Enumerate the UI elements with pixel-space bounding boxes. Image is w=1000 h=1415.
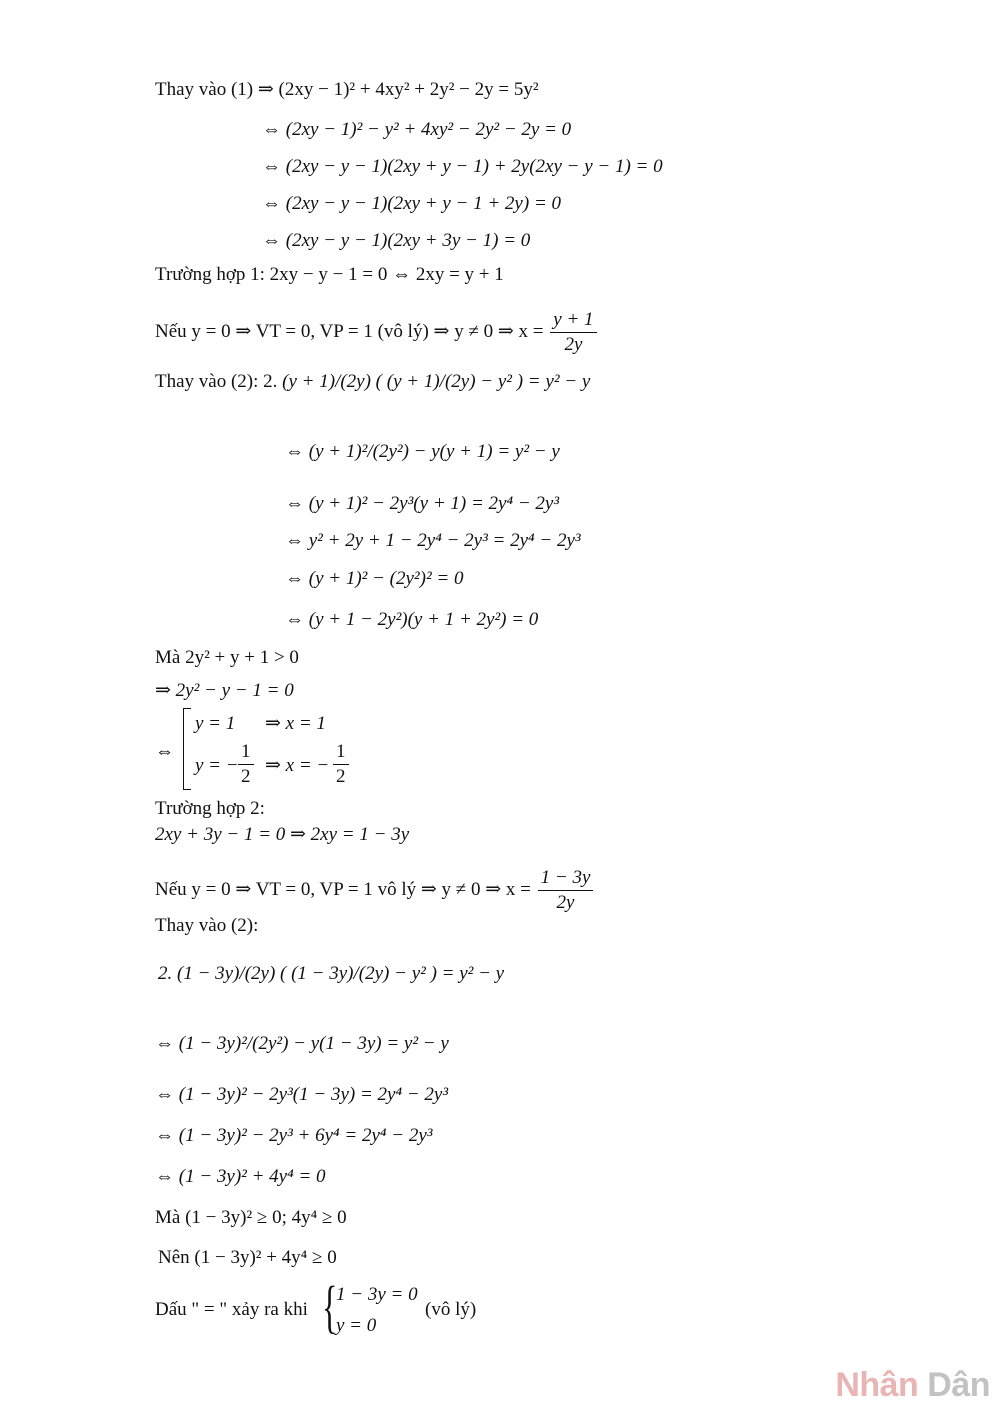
eq-line-3: ⇔ (2xy − y − 1)(2xy + y − 1) + 2y(2xy − y − 1) = 0 [262, 156, 663, 177]
case-1-condition-text: Nếu y = 0 ⇒ VT = 0, VP = 1 (vô lý) ⇒ y ≠ 0 ⇒ x = [155, 320, 544, 342]
eq-line-c1-4: ⇔ (y + 1)² − (2y²)² = 0 [285, 568, 464, 589]
eq-line-c1-1: ⇔ (y + 1)²/(2y²) − y(y + 1) = y² − y [285, 441, 560, 462]
substitute-label: Thay vào (2): 2. [155, 371, 278, 392]
nhan-dan-watermark [835, 1366, 990, 1405]
solution-y-2: y = − [195, 755, 239, 776]
quadratic-equation: ⇒ 2y² − y − 1 = 0 [155, 680, 294, 701]
fraction-x-case-1 [550, 310, 596, 355]
substitute-expression: (y + 1)/(2y) ( (y + 1)/(2y) − y² ) = y² − y [282, 371, 591, 392]
eq-line-c1-2: ⇔ (y + 1)² − 2y³(y + 1) = 2y⁴ − 2y³ [285, 493, 560, 514]
eq-line-c1-3: ⇔ y² + 2y + 1 − 2y⁴ − 2y³ = 2y⁴ − 2y³ [285, 530, 581, 551]
case-2-equation: 2xy + 3y − 1 = 0 ⇒ 2xy = 1 − 3y [155, 824, 410, 845]
solution-x-1: ⇒ x = 1 [265, 713, 326, 734]
eq-line-c2-2: ⇔ (1 − 3y)² − 2y³(1 − 3y) = 2y⁴ − 2y³ [155, 1084, 449, 1105]
watermark-part-1: Nhân [835, 1366, 919, 1404]
fraction-denominator: 2 [241, 765, 251, 787]
substitute-2-case-1 [155, 372, 590, 393]
fraction-numerator: 1 [333, 742, 349, 765]
fraction-x-case-2 [538, 868, 594, 913]
fraction-denominator: 2y [564, 333, 583, 355]
case-2-condition [155, 868, 595, 913]
substitute-2-case-2: Thay vào (2): [155, 915, 259, 936]
solution-x-2: ⇒ x = − [265, 755, 330, 776]
fraction-numerator: y + 1 [550, 310, 596, 333]
solution-y-1: y = 1 [195, 713, 236, 734]
case-1-condition [155, 310, 599, 355]
eq-line-2: ⇔ (2xy − 1)² − y² + 4xy² − 2y² − 2y = 0 [262, 119, 572, 140]
system-brace: { [322, 1274, 338, 1339]
contradiction-note: (vô lý) [425, 1299, 477, 1320]
sum-nonnegative: Nên (1 − 3y)² + 4y⁴ ≥ 0 [158, 1247, 337, 1268]
eq-line-c2-1: ⇔ (1 − 3y)²/(2y²) − y(1 − 3y) = y² − y [155, 1033, 449, 1054]
case-2-condition-text: Nếu y = 0 ⇒ VT = 0, VP = 1 vô lý ⇒ y ≠ 0 ⇒ x = [155, 878, 531, 900]
fraction-numerator: 1 − 3y [538, 868, 594, 891]
equality-condition: Dấu " = " xảy ra khi [155, 1299, 308, 1320]
eq-line-5: ⇔ (2xy − y − 1)(2xy + 3y − 1) = 0 [262, 230, 531, 251]
watermark-part-2: Dân [927, 1366, 990, 1404]
since-positive: Mà 2y² + y + 1 > 0 [155, 647, 299, 668]
nonnegative-terms: Mà (1 − 3y)² ≥ 0; 4y⁴ ≥ 0 [155, 1207, 347, 1228]
system-eq-2: y = 0 [336, 1315, 377, 1336]
eq-line-4: ⇔ (2xy − y − 1)(2xy + y − 1 + 2y) = 0 [262, 193, 562, 214]
case-2-heading: Trường hợp 2: [155, 798, 265, 819]
eq-line-c2-3: ⇔ (1 − 3y)² − 2y³ + 6y⁴ = 2y⁴ − 2y³ [155, 1125, 433, 1146]
case-1-heading: Trường hợp 1: 2xy − y − 1 = 0 ⇔ 2xy = y + 1 [155, 264, 504, 285]
equivalence-symbol: ⇔ [155, 741, 174, 762]
eq-line-c1-5: ⇔ (y + 1 − 2y²)(y + 1 + 2y²) = 0 [285, 609, 539, 630]
eq-line-c2-0: 2. (1 − 3y)/(2y) ( (1 − 3y)/(2y) − y² ) = y² − y [158, 963, 505, 984]
system-eq-1: 1 − 3y = 0 [336, 1284, 418, 1305]
eq-line-c2-4: ⇔ (1 − 3y)² + 4y⁴ = 0 [155, 1166, 326, 1187]
fraction-half-x [333, 742, 349, 787]
fraction-half-y [238, 742, 254, 787]
fraction-denominator: 2y [556, 891, 575, 913]
eq-line-1: Thay vào (1) ⇒ (2xy − 1)² + 4xy² + 2y² − 2y = 5y² [155, 79, 539, 100]
fraction-denominator: 2 [336, 765, 346, 787]
fraction-numerator: 1 [238, 742, 254, 765]
system-bracket [183, 708, 191, 790]
